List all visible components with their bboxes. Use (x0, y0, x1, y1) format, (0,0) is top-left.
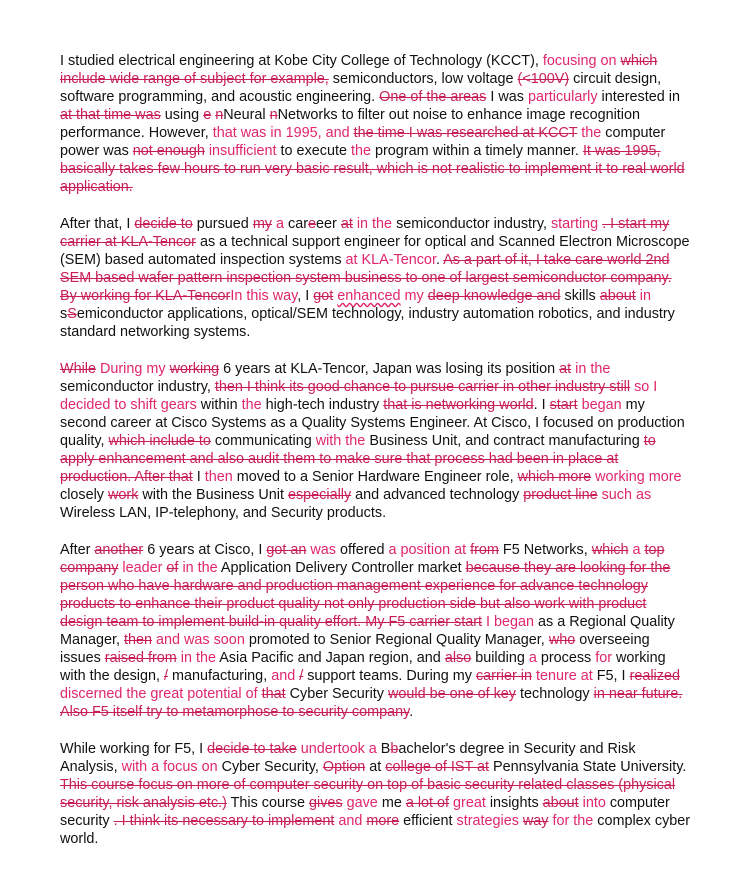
deleted-text: b (390, 741, 399, 757)
original-text: , I (297, 288, 314, 304)
deleted-text: in near future. Also F5 itself try to metamorphose to security company (60, 686, 683, 720)
original-text: Asia Pacific and Japan region, and (216, 650, 445, 666)
deleted-text: raised from (104, 650, 177, 666)
original-text: car (284, 216, 309, 232)
original-text: Cyber Security, (217, 759, 323, 775)
inserted-text: During my (99, 361, 166, 377)
original-text: Wireless LAN, IP-telephony, and Security products. (60, 505, 387, 521)
inserted-text: a position at (388, 542, 467, 558)
deleted-text: about (599, 288, 636, 304)
original-text: semiconductor industry, (392, 216, 551, 232)
inserted-text: leader (122, 560, 163, 576)
deleted-text: got (313, 288, 334, 304)
original-text: technology (516, 686, 594, 702)
original-text: I studied electrical engineering at Kobe City College of Technology (KCCT), (60, 53, 543, 69)
paragraph-penn-state (60, 740, 692, 848)
deleted-text: (<100V) (517, 71, 570, 87)
deleted-text: start (549, 397, 578, 413)
inserted-text: undertook a (300, 741, 377, 757)
original-text: high-tech industry (261, 397, 384, 413)
deleted-text: Option (322, 759, 366, 775)
inserted-text: insufficient (208, 143, 277, 159)
original-text: Neural (223, 107, 270, 123)
deleted-text: at (559, 361, 572, 377)
deleted-text: from (470, 542, 499, 558)
original-text: semiconductors, low voltage (328, 71, 518, 87)
original-text: my second career at Cisco Systems as a Quality Systems Engineer. At Cisco, I focused on production quality, (60, 397, 685, 449)
inserted-text: the (241, 397, 262, 413)
deleted-text: which (591, 542, 629, 558)
inserted-text: tenure at (535, 668, 593, 684)
inserted-text: focusing on (542, 53, 617, 69)
paragraph-kla-tencor (60, 215, 692, 341)
inserted-text: In this way (230, 288, 298, 304)
inserted-text: into (582, 795, 606, 811)
original-text: complex cyber world. (60, 813, 691, 847)
deleted-text: decide to take (207, 741, 297, 757)
inserted-text: in (639, 288, 651, 304)
deleted-text: because they are looking for the person who have hardware and production management experience for advance technology products to enhance their product quality not only production side but also work with product design team to implement build-in quality effort. My F5 carrier start (60, 560, 671, 630)
deleted-text: As a part of it, I take care world 2nd SEM based wafer pattern inspection system business to one of largest semiconductor company. By working for KLA-Tencor (60, 252, 672, 304)
original-text: Business Unit, and contract manufacturing (365, 433, 644, 449)
deleted-text: then I think its good chance to pursue carrier in other industry still (214, 379, 631, 395)
inserted-text: then (204, 469, 233, 485)
original-text: circuit design, software programming, and acoustic engineering. (60, 71, 662, 105)
original-text: interested in (597, 89, 680, 105)
original-text: After (60, 542, 95, 558)
original-text: skills (560, 288, 600, 304)
original-text: . I (533, 397, 550, 413)
deleted-text: e (308, 216, 317, 232)
deleted-text: got an (266, 542, 307, 558)
deleted-text: not enough (132, 143, 205, 159)
deleted-text: college of IST at (385, 759, 490, 775)
deleted-text: at that time was (60, 107, 161, 123)
original-text: This course (226, 795, 309, 811)
deleted-text: to apply enhancement and also audit them to make sure that process had been in place at production. After that (60, 433, 656, 485)
deleted-text: that is networking world (383, 397, 534, 413)
inserted-text: the (350, 143, 371, 159)
inserted-text: a (528, 650, 537, 666)
original-text: process (536, 650, 596, 666)
deleted-text: also (444, 650, 472, 666)
original-text: pursued (192, 216, 253, 232)
deleted-text: work (108, 487, 139, 503)
original-text: communicating (210, 433, 316, 449)
original-text: closely (60, 487, 108, 503)
deleted-text: then (124, 632, 153, 648)
deleted-text: another (94, 542, 144, 558)
original-text: with the Business Unit (138, 487, 288, 503)
original-text: semiconductor industry, (60, 379, 215, 395)
deleted-text: which include to (108, 433, 211, 449)
deleted-text: more (366, 813, 400, 829)
inserted-text: particularly (527, 89, 598, 105)
deleted-text: / (299, 668, 304, 684)
inserted-text: with the (315, 433, 366, 449)
original-text: within (196, 397, 242, 413)
original-text: as a Regional Quality Manager, (60, 614, 675, 648)
deleted-text: realized (629, 668, 680, 684)
original-text: Cyber Security (285, 686, 388, 702)
inserted-text: strategies (456, 813, 519, 829)
inserted-text: with a focus on (121, 759, 218, 775)
inserted-text: the (581, 125, 602, 141)
original-text: 6 years at Cisco, I (143, 542, 267, 558)
original-text: insights (485, 795, 543, 811)
inserted-text: in the (356, 216, 393, 232)
deleted-text: deep knowledge and (427, 288, 561, 304)
original-text: . (409, 704, 414, 720)
inserted-text: so I decided to shift gears (60, 379, 658, 413)
inserted-text: in the (575, 361, 611, 377)
paragraph-education (60, 52, 692, 196)
deleted-text: who (548, 632, 576, 648)
original-text: computer power was (60, 125, 666, 159)
deleted-text: working (169, 361, 220, 377)
inserted-text: and (271, 668, 296, 684)
deleted-text: This course focus on more of computer security on top of basic security related classes (physical security, risk analysis etc.) (60, 777, 676, 811)
deleted-text: carrier in (475, 668, 532, 684)
deleted-text: n (215, 107, 224, 123)
original-text: as a technical support engineer for optical and Scanned Electron Microscope (SEM) based automated inspection systems (60, 234, 690, 268)
original-text: eer (316, 216, 341, 232)
deleted-text: which include wide range of subject for example, (60, 53, 658, 87)
original-text: at (365, 759, 386, 775)
deleted-text: the time I was researched at KCCT (353, 125, 578, 141)
deleted-text: top company (60, 542, 665, 576)
deleted-text: product line (523, 487, 598, 503)
inserted-text: working more (595, 469, 682, 485)
inserted-text: was (310, 542, 336, 558)
original-text: 6 years at KLA-Tencor, Japan was losing its position (219, 361, 560, 377)
original-text: Networks to filter out noise to enhance image recognition performance. However, (60, 107, 640, 141)
inserted-text: gave (346, 795, 378, 811)
inserted-text: that was in 1995, and (212, 125, 350, 141)
inserted-text: and (338, 813, 363, 829)
original-text: working with the design, (60, 650, 666, 684)
original-text: After that, I (60, 216, 135, 232)
inserted-text: great (453, 795, 486, 811)
inserted-text: such as (601, 487, 652, 503)
inserted-text: my (404, 288, 424, 304)
original-text: I (192, 469, 205, 485)
deleted-text: way (522, 813, 549, 829)
original-text: I was (486, 89, 528, 105)
original-text: emiconductor applications, optical/SEM technology, industry automation robotics, and industry standard networking systems. (60, 306, 675, 340)
deleted-text: a lot of (405, 795, 450, 811)
original-text: F5 Networks, (498, 542, 592, 558)
deleted-text: . I start my carrier at KLA-Tencor (60, 216, 670, 250)
original-text: B (376, 741, 391, 757)
inserted-text: discerned the great potential of (60, 686, 258, 702)
deleted-text: of (166, 560, 179, 576)
inserted-text: for the (552, 813, 594, 829)
deleted-text: decide to (134, 216, 193, 232)
inserted-text: at KLA-Tencor (345, 252, 436, 268)
deleted-text: e (203, 107, 212, 123)
original-text: achelor's degree in Security and Risk Analysis, (60, 741, 636, 775)
inserted-text: in the (182, 560, 218, 576)
inserted-text: began (581, 397, 622, 413)
deleted-text: my (252, 216, 272, 232)
deleted-text: One of the areas (379, 89, 487, 105)
deleted-text: It was 1995, basically takes few hours to run very basic result, which is not realistic to implement it to real world application. (60, 143, 685, 195)
inserted-text: in the (180, 650, 216, 666)
original-text: While working for F5, I (60, 741, 208, 757)
deleted-text: especially (287, 487, 352, 503)
original-text: manufacturing, (168, 668, 272, 684)
original-text: F5, I (592, 668, 630, 684)
inserted-text: starting (550, 216, 599, 232)
deleted-text: that (261, 686, 286, 702)
deleted-text: . I think its necessary to implement (113, 813, 335, 829)
original-text: offered (335, 542, 389, 558)
deleted-text: would be one of key (388, 686, 517, 702)
original-text: Application Delivery Controller market (217, 560, 466, 576)
original-text: Pennsylvania State University. (489, 759, 687, 775)
original-text: building (471, 650, 529, 666)
original-text: and advanced technology (351, 487, 524, 503)
inserted-text: and was soon (156, 632, 245, 648)
inserted-text: a (276, 216, 285, 232)
deleted-text: about (542, 795, 579, 811)
original-text: to execute (276, 143, 351, 159)
original-text: . (435, 252, 444, 268)
original-text: moved to a Senior Hardware Engineer role, (232, 469, 518, 485)
original-text: overseeing issues (60, 632, 650, 666)
original-text: program within a timely manner. (370, 143, 583, 159)
deleted-text: While (60, 361, 96, 377)
original-text: promoted to Senior Regional Quality Manager, (244, 632, 549, 648)
deleted-text: gives (309, 795, 343, 811)
deleted-text: at (340, 216, 353, 232)
original-text: efficient (399, 813, 457, 829)
deleted-text: S (67, 306, 77, 322)
original-text: computer security (60, 795, 670, 829)
inserted-text: a (632, 542, 641, 558)
paragraph-f5-networks (60, 541, 692, 721)
inserted-text: I began (486, 614, 535, 630)
inserted-text-flagged: enhanced (337, 288, 401, 304)
original-text: using (160, 107, 204, 123)
inserted-text: for (595, 650, 613, 666)
essay-document (60, 52, 692, 867)
original-text: support teams. During my (303, 668, 476, 684)
deleted-text: / (164, 668, 168, 684)
original-text: me (377, 795, 406, 811)
deleted-text: n (269, 107, 278, 123)
paragraph-cisco (60, 360, 692, 522)
original-text: s (60, 306, 68, 322)
deleted-text: which more (517, 469, 592, 485)
